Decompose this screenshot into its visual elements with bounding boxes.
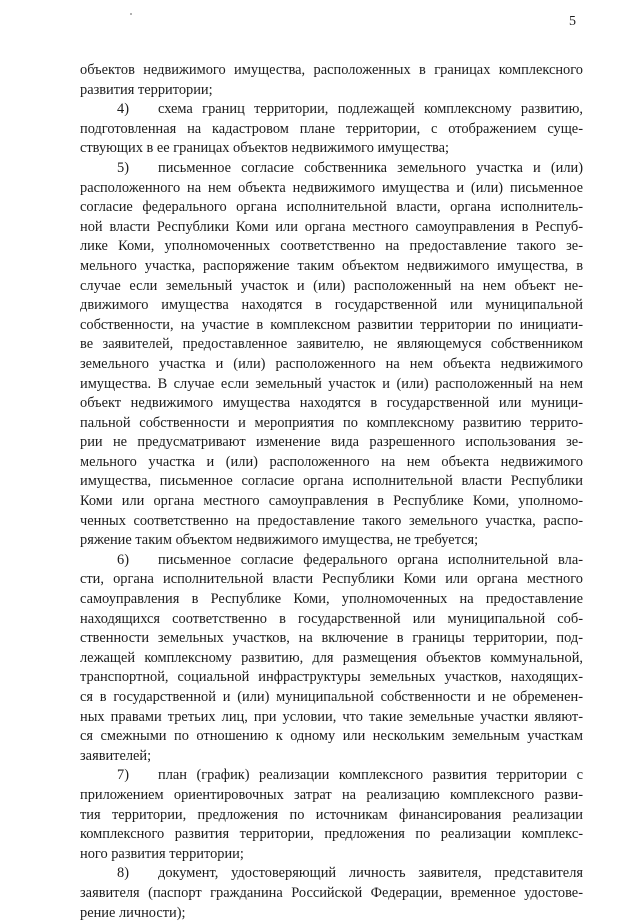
text-line: заявителя (паспорт гражданина Российской Федерации, временное удостове- (80, 884, 583, 901)
item-number: 8) (117, 865, 129, 882)
text-line: расположенного на нем объекта недвижимого имущества и (или) письменное (80, 179, 583, 196)
text-line: рение личности); (80, 904, 186, 921)
text-line: земельного участка и (или) расположенного на нем объекта недвижимого (80, 355, 583, 372)
text-line: приложением ориентировочных затрат на реализацию комплексного разви- (80, 786, 583, 803)
text-line: ряжение таким объектом недвижимого имущества, не требуется; (80, 532, 479, 549)
list-item-6 (80, 551, 583, 767)
text-line: схема границ территории, подлежащей комплексному развитию, (158, 101, 583, 118)
text-line: объектов недвижимого имущества, расположенных в границах комплексного (80, 62, 583, 78)
text-line: ной власти Республики Коми или органа местного самоуправления в Респуб- (80, 218, 583, 235)
text-line: тия территории, предложения по источникам финансирования реализации (80, 806, 583, 823)
text-line: ве заявителей, предоставленное заявителю, не являющемуся собственником (80, 336, 583, 353)
text-line: ственности земельных участков, на включение в границы территории, под- (80, 630, 583, 647)
text-line: заявителей; (80, 747, 152, 764)
text-line: случае если земельный участок и (или) расположенный на нем объект не- (80, 277, 583, 294)
text-line: находящихся соответственно в государственной или муниципальной соб- (80, 610, 583, 627)
list-item-5 (80, 159, 583, 551)
text-line: Коми или органа местного самоуправления в Республике Коми, уполномо- (80, 493, 583, 510)
text-line: мельного участка, распоряжение таким объектом недвижимого имущества, в (80, 257, 583, 274)
text-line: развития территории; (80, 81, 213, 98)
list-item-7 (80, 766, 583, 864)
text-line: сти, органа исполнительной власти Республики Коми или органа местного (80, 571, 583, 588)
item-number: 6) (117, 551, 129, 568)
text-line: собственности, на участие в комплексном развитии территории по инициати- (80, 316, 583, 333)
text-line: ченных соответственно на предоставление такого земельного участка, распо- (80, 512, 583, 529)
text-line: транспортной, социальной инфраструктуры земельных участков, находящих- (80, 669, 583, 686)
text-line: рии не предусматривают изменение вида разрешенного использования зе- (80, 434, 583, 451)
document-body (80, 61, 583, 923)
text-line: план (график) реализации комплексного развития территории с (158, 767, 583, 784)
text-line: ся в государственной и (или) муниципальной собственности и не обременен- (80, 689, 583, 705)
text-line: письменное согласие федерального органа исполнительной вла- (158, 551, 583, 568)
text-line: лике Коми, уполномоченных соответственно на предоставление такого зе- (80, 238, 583, 255)
text-line: согласие федерального органа исполнительной власти, органа исполнитель- (80, 199, 583, 216)
text-line: документ, удостоверяющий личность заявителя, представителя (158, 865, 583, 882)
item-number: 5) (117, 159, 129, 176)
text-line: ных правами третьих лиц, при условии, что такие земельные участки являют- (80, 708, 583, 725)
text-line: имущества, письменное согласие органа исполнительной власти Республики (80, 473, 583, 490)
scan-speck (130, 13, 132, 15)
text-line: подготовленная на кадастровом плане территории, с отображением суще- (80, 120, 583, 137)
list-item-4 (80, 100, 583, 159)
item-number: 4) (117, 101, 129, 118)
intro-paragraph (80, 61, 583, 100)
text-line: лежащей комплексному развитию, для размещения объектов коммунальной, (80, 649, 583, 666)
text-line: комплексного развития территории, предложения по реализации комплекс- (80, 826, 583, 843)
text-line: движимого имущества находятся в государственной или муниципальной (80, 297, 583, 314)
text-line: письменное согласие собственника земельного участка и (или) (158, 159, 583, 176)
text-line: ного развития территории; (80, 845, 244, 862)
text-line: пальной собственности и мероприятия по комплексному развитию террито- (80, 414, 583, 431)
text-line: имущества. В случае если земельный участок и (или) расположенный на нем (80, 375, 583, 392)
text-line: ся смежными по отношению к одному или нескольким земельным участкам (80, 728, 583, 745)
text-line: мельного участка и (или) расположенного на нем объекта недвижимого (80, 453, 583, 470)
text-line: объект недвижимого имущества находятся в государственной или муници- (80, 395, 583, 412)
item-number: 7) (117, 767, 129, 784)
text-line: самоуправления в Республике Коми, уполномоченных на предоставление (80, 591, 583, 608)
page-number: 5 (569, 14, 576, 29)
list-item-8 (80, 864, 583, 923)
text-line: ствующих в ее границах объектов недвижимого имущества; (80, 140, 450, 157)
